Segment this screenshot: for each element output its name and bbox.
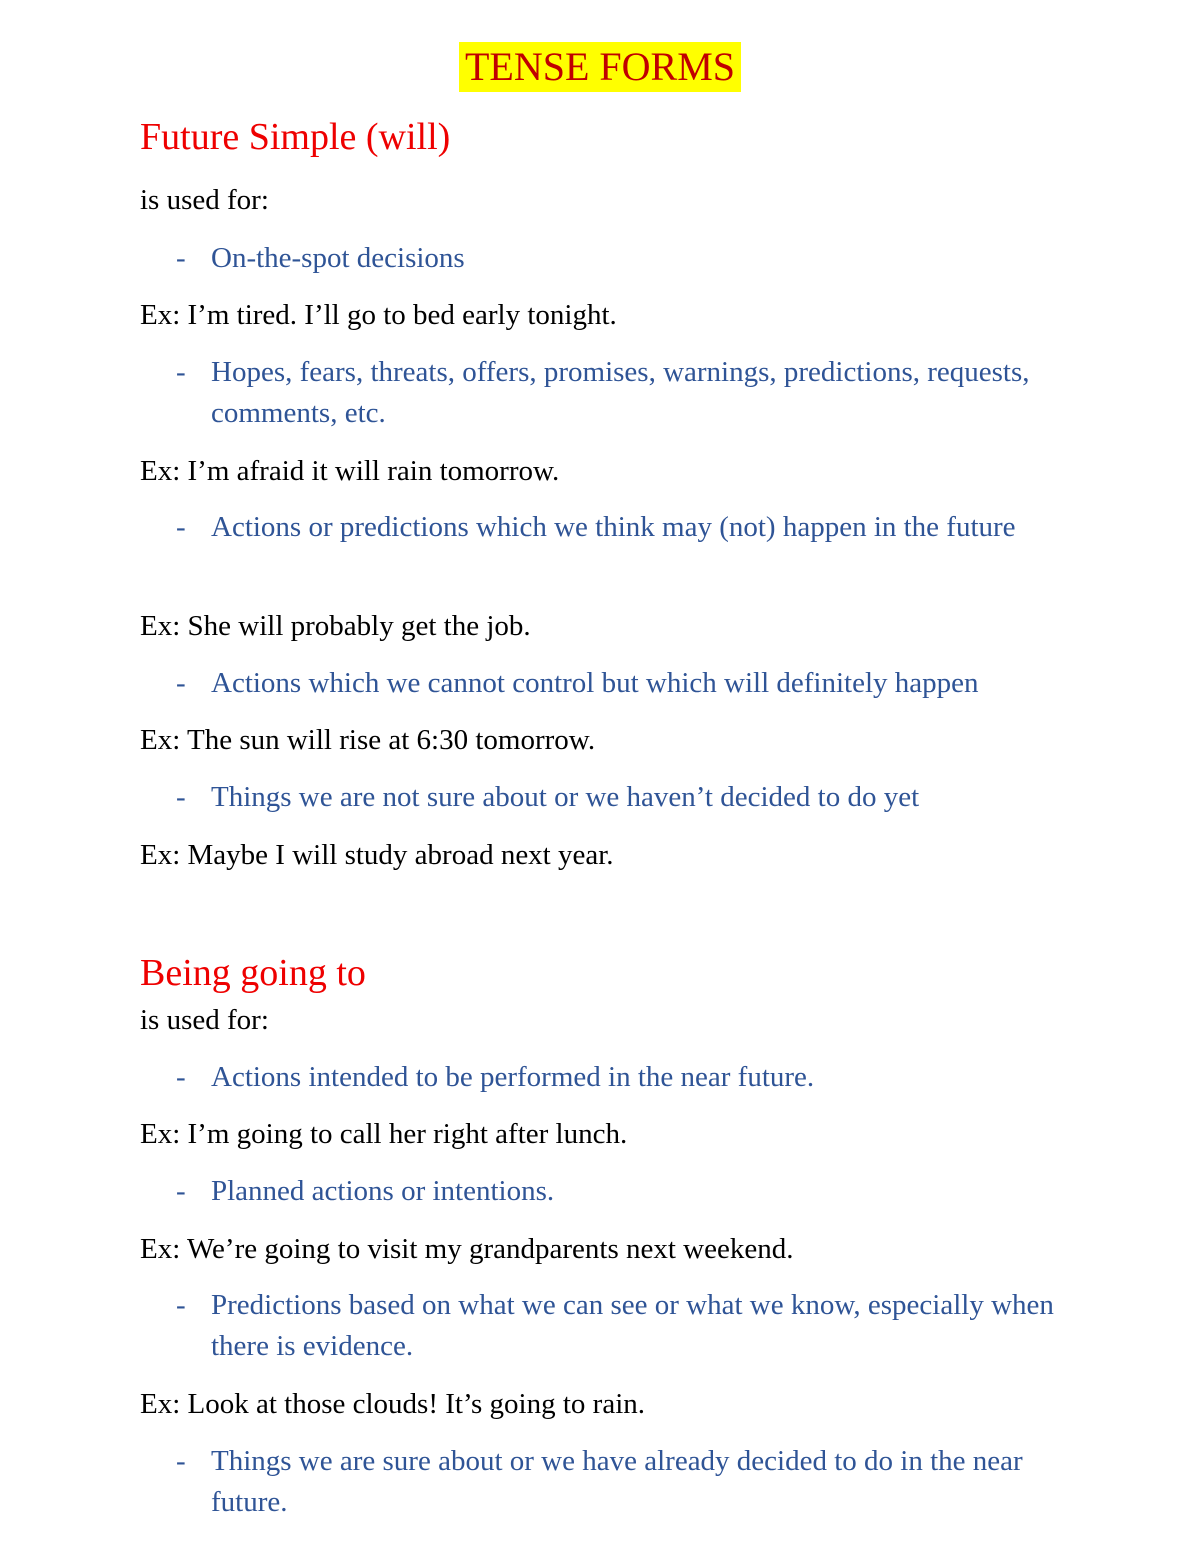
bullet-dash: -: [176, 242, 186, 274]
example-sentence: Ex: I’m tired. I’ll go to bed early tonight.: [140, 299, 617, 331]
example-sentence: Ex: Maybe I will study abroad next year.: [140, 839, 614, 871]
bullet-dash: -: [176, 781, 186, 813]
bullet-dash: -: [176, 667, 186, 699]
list-item: [176, 1171, 1056, 1212]
bullet-text: Actions intended to be performed in the near future.: [211, 1061, 815, 1093]
bullet-text: On-the-spot decisions: [211, 242, 465, 274]
bullet-text: Actions or predictions which we think may (not) happen in the future: [211, 511, 1016, 543]
list-item: [176, 1285, 1056, 1367]
bullet-text: Hopes, fears, threats, offers, promises, warnings, predictions, requests, comments, etc.: [211, 356, 1030, 429]
bullet-text: Planned actions or intentions.: [211, 1175, 555, 1207]
section-intro: is used for:: [140, 184, 269, 216]
list-item: [176, 777, 1056, 818]
bullet-text: Predictions based on what we can see or what we know, especially when there is evidence.: [211, 1289, 1054, 1362]
section-intro: is used for:: [140, 1004, 269, 1036]
bullet-text: Things we are not sure about or we haven’t decided to do yet: [211, 781, 920, 813]
bullet-text: Actions which we cannot control but which will definitely happen: [211, 667, 979, 699]
list-item: [176, 352, 1056, 434]
bullet-dash: -: [176, 1061, 186, 1093]
bullet-dash: -: [176, 356, 186, 388]
bullet-dash: -: [176, 1289, 186, 1321]
example-sentence: Ex: I’m afraid it will rain tomorrow.: [140, 455, 560, 487]
example-sentence: Ex: Look at those clouds! It’s going to rain.: [140, 1388, 646, 1420]
bullet-text: Things we are sure about or we have already decided to do in the near future.: [211, 1445, 1023, 1518]
example-sentence: Ex: We’re going to visit my grandparents next weekend.: [140, 1233, 794, 1265]
example-sentence: Ex: She will probably get the job.: [140, 610, 531, 642]
bullet-dash: -: [176, 1175, 186, 1207]
section-heading-future-simple: Future Simple (will): [140, 116, 451, 158]
example-sentence: Ex: The sun will rise at 6:30 tomorrow.: [140, 724, 596, 756]
section-heading-going-to: Being going to: [140, 952, 366, 994]
bullet-dash: -: [176, 1445, 186, 1477]
list-item: [176, 1441, 1056, 1523]
page-title: TENSE FORMS: [459, 42, 741, 92]
list-item: [176, 507, 1056, 548]
list-item: [176, 663, 1056, 704]
list-item: [176, 238, 1056, 279]
example-sentence: Ex: I’m going to call her right after lunch.: [140, 1118, 628, 1150]
bullet-dash: -: [176, 511, 186, 543]
list-item: [176, 1057, 1056, 1098]
title-container: [0, 42, 1200, 92]
